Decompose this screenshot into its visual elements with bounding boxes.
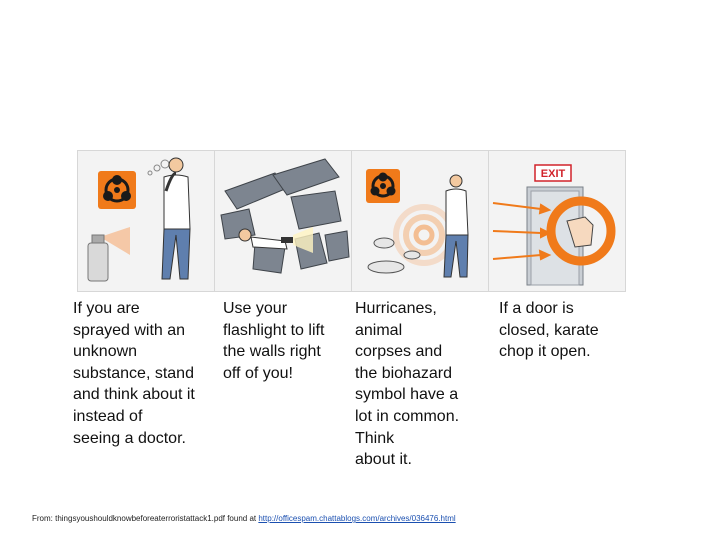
biohazard-sign-icon bbox=[98, 171, 136, 209]
source-link[interactable]: http://officespam.chattablogs.com/archives/036476.html bbox=[258, 514, 456, 523]
caption-line: sprayed with an bbox=[73, 321, 186, 339]
caption-line: symbol have a bbox=[355, 386, 459, 404]
caption-spray bbox=[73, 298, 195, 449]
caption-line: seeing a doctor. bbox=[73, 429, 186, 447]
trapped-person-figure bbox=[239, 229, 287, 249]
caption-line: off of you! bbox=[223, 364, 293, 382]
caption-line: animal bbox=[355, 321, 403, 339]
caption-line: the walls right bbox=[223, 343, 321, 361]
source-prefix: From: thingsyoushouldknowbeforeaterroristattack1.pdf found at bbox=[32, 514, 259, 523]
biohazard-sign-icon bbox=[366, 169, 400, 203]
rubble-pile-icon bbox=[221, 159, 349, 273]
caption-exit-door bbox=[499, 298, 599, 363]
source-attribution bbox=[32, 514, 456, 523]
illustration-panel-spray bbox=[77, 150, 215, 292]
caption-line: chop it open. bbox=[499, 343, 591, 361]
illustration-panel-hurricane bbox=[351, 150, 489, 292]
exit-sign-label: EXIT bbox=[540, 168, 566, 180]
caption-line: If a door is bbox=[499, 300, 574, 317]
thought-bubble-icon bbox=[148, 160, 169, 175]
caption-line: lot in common. bbox=[355, 407, 460, 425]
caption-line: corpses and bbox=[355, 343, 443, 361]
exit-sign bbox=[535, 165, 571, 181]
caption-line: and think about it bbox=[73, 386, 195, 404]
caption-line: substance, stand bbox=[73, 364, 194, 382]
illustration-panel-exit-door bbox=[488, 150, 626, 292]
caption-rubble bbox=[223, 298, 324, 384]
animal-corpse-icon bbox=[368, 238, 420, 273]
thinking-man-figure bbox=[444, 175, 468, 277]
caption-line: Hurricanes, bbox=[355, 300, 437, 317]
caption-line: If you are bbox=[73, 300, 140, 317]
thinking-man-figure bbox=[162, 158, 190, 279]
caption-line: instead of bbox=[73, 407, 143, 425]
caption-line: unknown bbox=[73, 343, 138, 361]
illustration-panel-rubble bbox=[214, 150, 352, 292]
caption-line: about it. bbox=[355, 451, 412, 469]
caption-line: the biohazard bbox=[355, 364, 452, 382]
caption-line: flashlight to lift bbox=[223, 321, 325, 339]
caption-line: Use your bbox=[223, 300, 288, 317]
caption-hurricane bbox=[355, 298, 459, 471]
caption-line: Think bbox=[355, 429, 395, 447]
motion-arrows-icon bbox=[493, 203, 549, 259]
spray-can-icon bbox=[88, 227, 130, 281]
caption-line: closed, karate bbox=[499, 321, 599, 339]
